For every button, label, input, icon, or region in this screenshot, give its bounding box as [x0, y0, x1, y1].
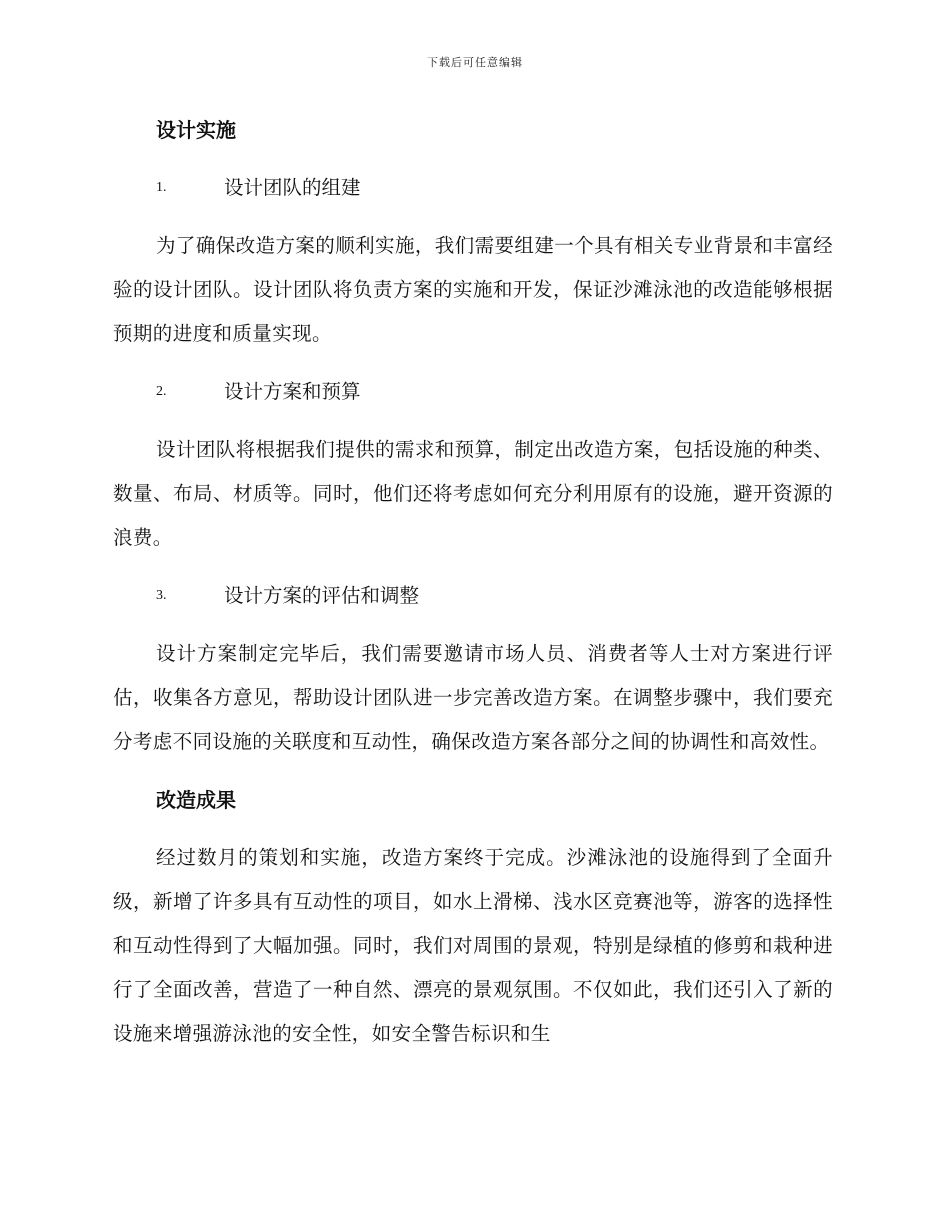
page-header: 下载后可任意编辑 [427, 56, 523, 69]
item-number: 2. [156, 384, 167, 399]
paragraph: 为了确保改造方案的顺利实施，我们需要组建一个具有相关专业背景和丰富经验的设计团队。设计团队将负责方案的实施和开发，保证沙滩泳池的改造能够根据预期的进度和质量实现。 [113, 234, 833, 345]
paragraph: 经过数月的策划和实施，改造方案终于完成。沙滩泳池的设施得到了全面升级，新增了许多具有互动性的项目，如水上滑梯、浅水区竞赛池等，游客的选择性和互动性得到了大幅加强。同时，我们对周围的景观，特别是绿植的修剪和栽种进行了全面改善，营造了一种自然、漂亮的景观氛围。不仅如此，我们还引入了新的设施来增强游泳池的安全性，如安全警告标识和生 [113, 846, 833, 1045]
item-label: 设计方案和预算 [224, 380, 361, 403]
item-number: 3. [156, 588, 167, 603]
section-heading-design-implementation: 设计实施 [156, 118, 236, 142]
paragraph: 设计团队将根据我们提供的需求和预算，制定出改造方案，包括设施的种类、数量、布局、材质等。同时，他们还将考虑如何充分利用原有的设施，避开资源的浪费。 [113, 438, 833, 549]
numbered-item-3 [156, 574, 833, 618]
numbered-item-2 [156, 370, 833, 414]
section-heading-results: 改造成果 [156, 788, 236, 812]
item-number: 1. [156, 180, 167, 195]
item-label: 设计团队的组建 [224, 176, 361, 199]
item-label: 设计方案的评估和调整 [224, 584, 420, 607]
document-body [113, 108, 833, 1070]
paragraph: 设计方案制定完毕后，我们需要邀请市场人员、消费者等人士对方案进行评估，收集各方意见，帮助设计团队进一步完善改造方案。在调整步骤中，我们要充分考虑不同设施的关联度和互动性，确保改造方案各部分之间的协调性和高效性。 [113, 642, 833, 753]
numbered-item-1 [156, 166, 833, 210]
